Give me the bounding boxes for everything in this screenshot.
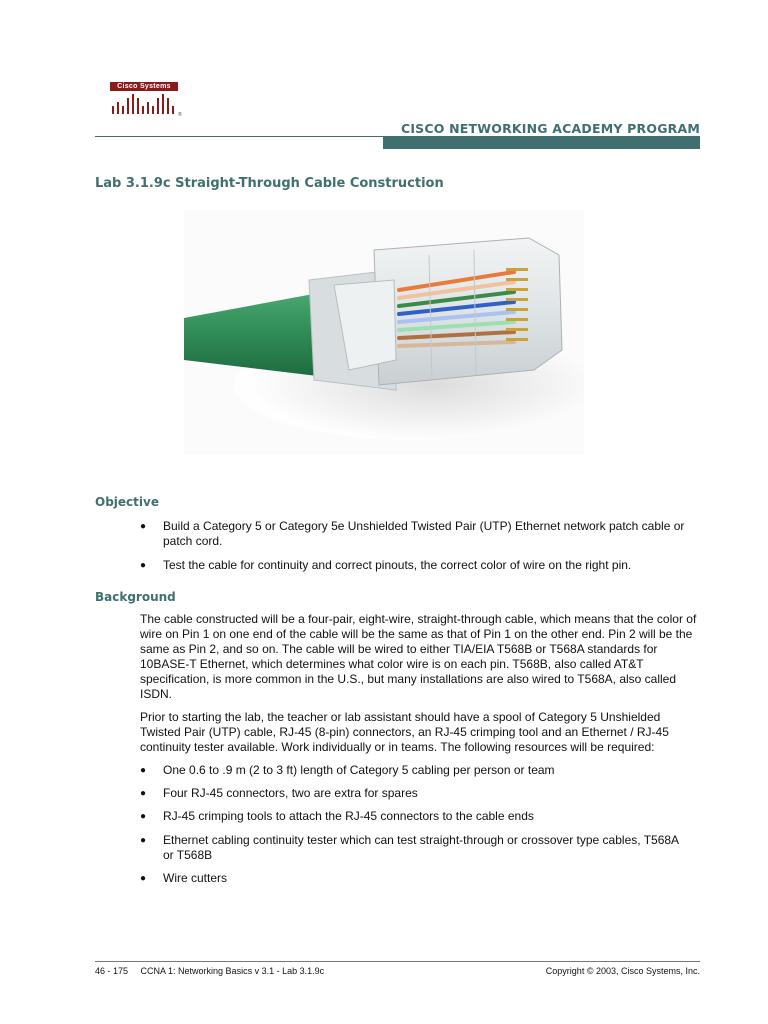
lab-title: Lab 3.1.9c Straight-Through Cable Construction	[95, 176, 444, 191]
registered-mark-icon: ®	[178, 112, 182, 118]
program-title: CISCO NETWORKING ACADEMY PROGRAM	[400, 121, 700, 136]
bullet-icon: ●	[140, 521, 147, 532]
bullet-icon: ●	[140, 873, 147, 884]
background-heading: Background	[95, 590, 176, 604]
logo-wordmark: Cisco Systems	[110, 82, 178, 91]
footer-copyright: Copyright © 2003, Cisco Systems, Inc.	[545, 966, 700, 976]
header-bar	[383, 137, 700, 149]
background-paragraph: Prior to starting the lab, the teacher or lab assistant should have a spool of Category 5 Unshielded Twisted Pair (UTP) cable, RJ-45 (8-pin) connectors, an RJ-45 crimping tool and an Ethernet / RJ-45 continuity tester available. Work individually or in teams. The following resources will be required:	[140, 710, 669, 754]
cisco-logo	[110, 82, 182, 122]
bullet-icon: ●	[140, 788, 147, 799]
rj45-connector-photo	[184, 210, 584, 455]
bullet-icon: ●	[140, 811, 147, 822]
background-paragraph: The cable constructed will be a four-pair, eight-wire, straight-through cable, which means that the color of wire on Pin 1 on one end of the cable will be the same as that of Pin 1 on the other end. Pin 2 will be the same as Pin 2, and so on. The cable will be wired to either TIA/EIA T568B or T568A standards for 10BASE-T Ethernet, which determines what color wire is on each pin. T568B, also called AT&T specification, is more common in the U.S., but many installations are also wired to T568A, also called ISDN.	[140, 612, 697, 701]
footer-page-info: 46 - 175 CCNA 1: Networking Basics v 3.1 - Lab 3.1.9c	[95, 966, 325, 976]
bullet-icon: ●	[140, 560, 147, 571]
objective-heading: Objective	[95, 495, 159, 509]
footer-rule	[95, 961, 700, 962]
bullet-icon: ●	[140, 835, 147, 846]
cisco-bridge-icon	[110, 94, 178, 116]
bullet-icon: ●	[140, 765, 147, 776]
